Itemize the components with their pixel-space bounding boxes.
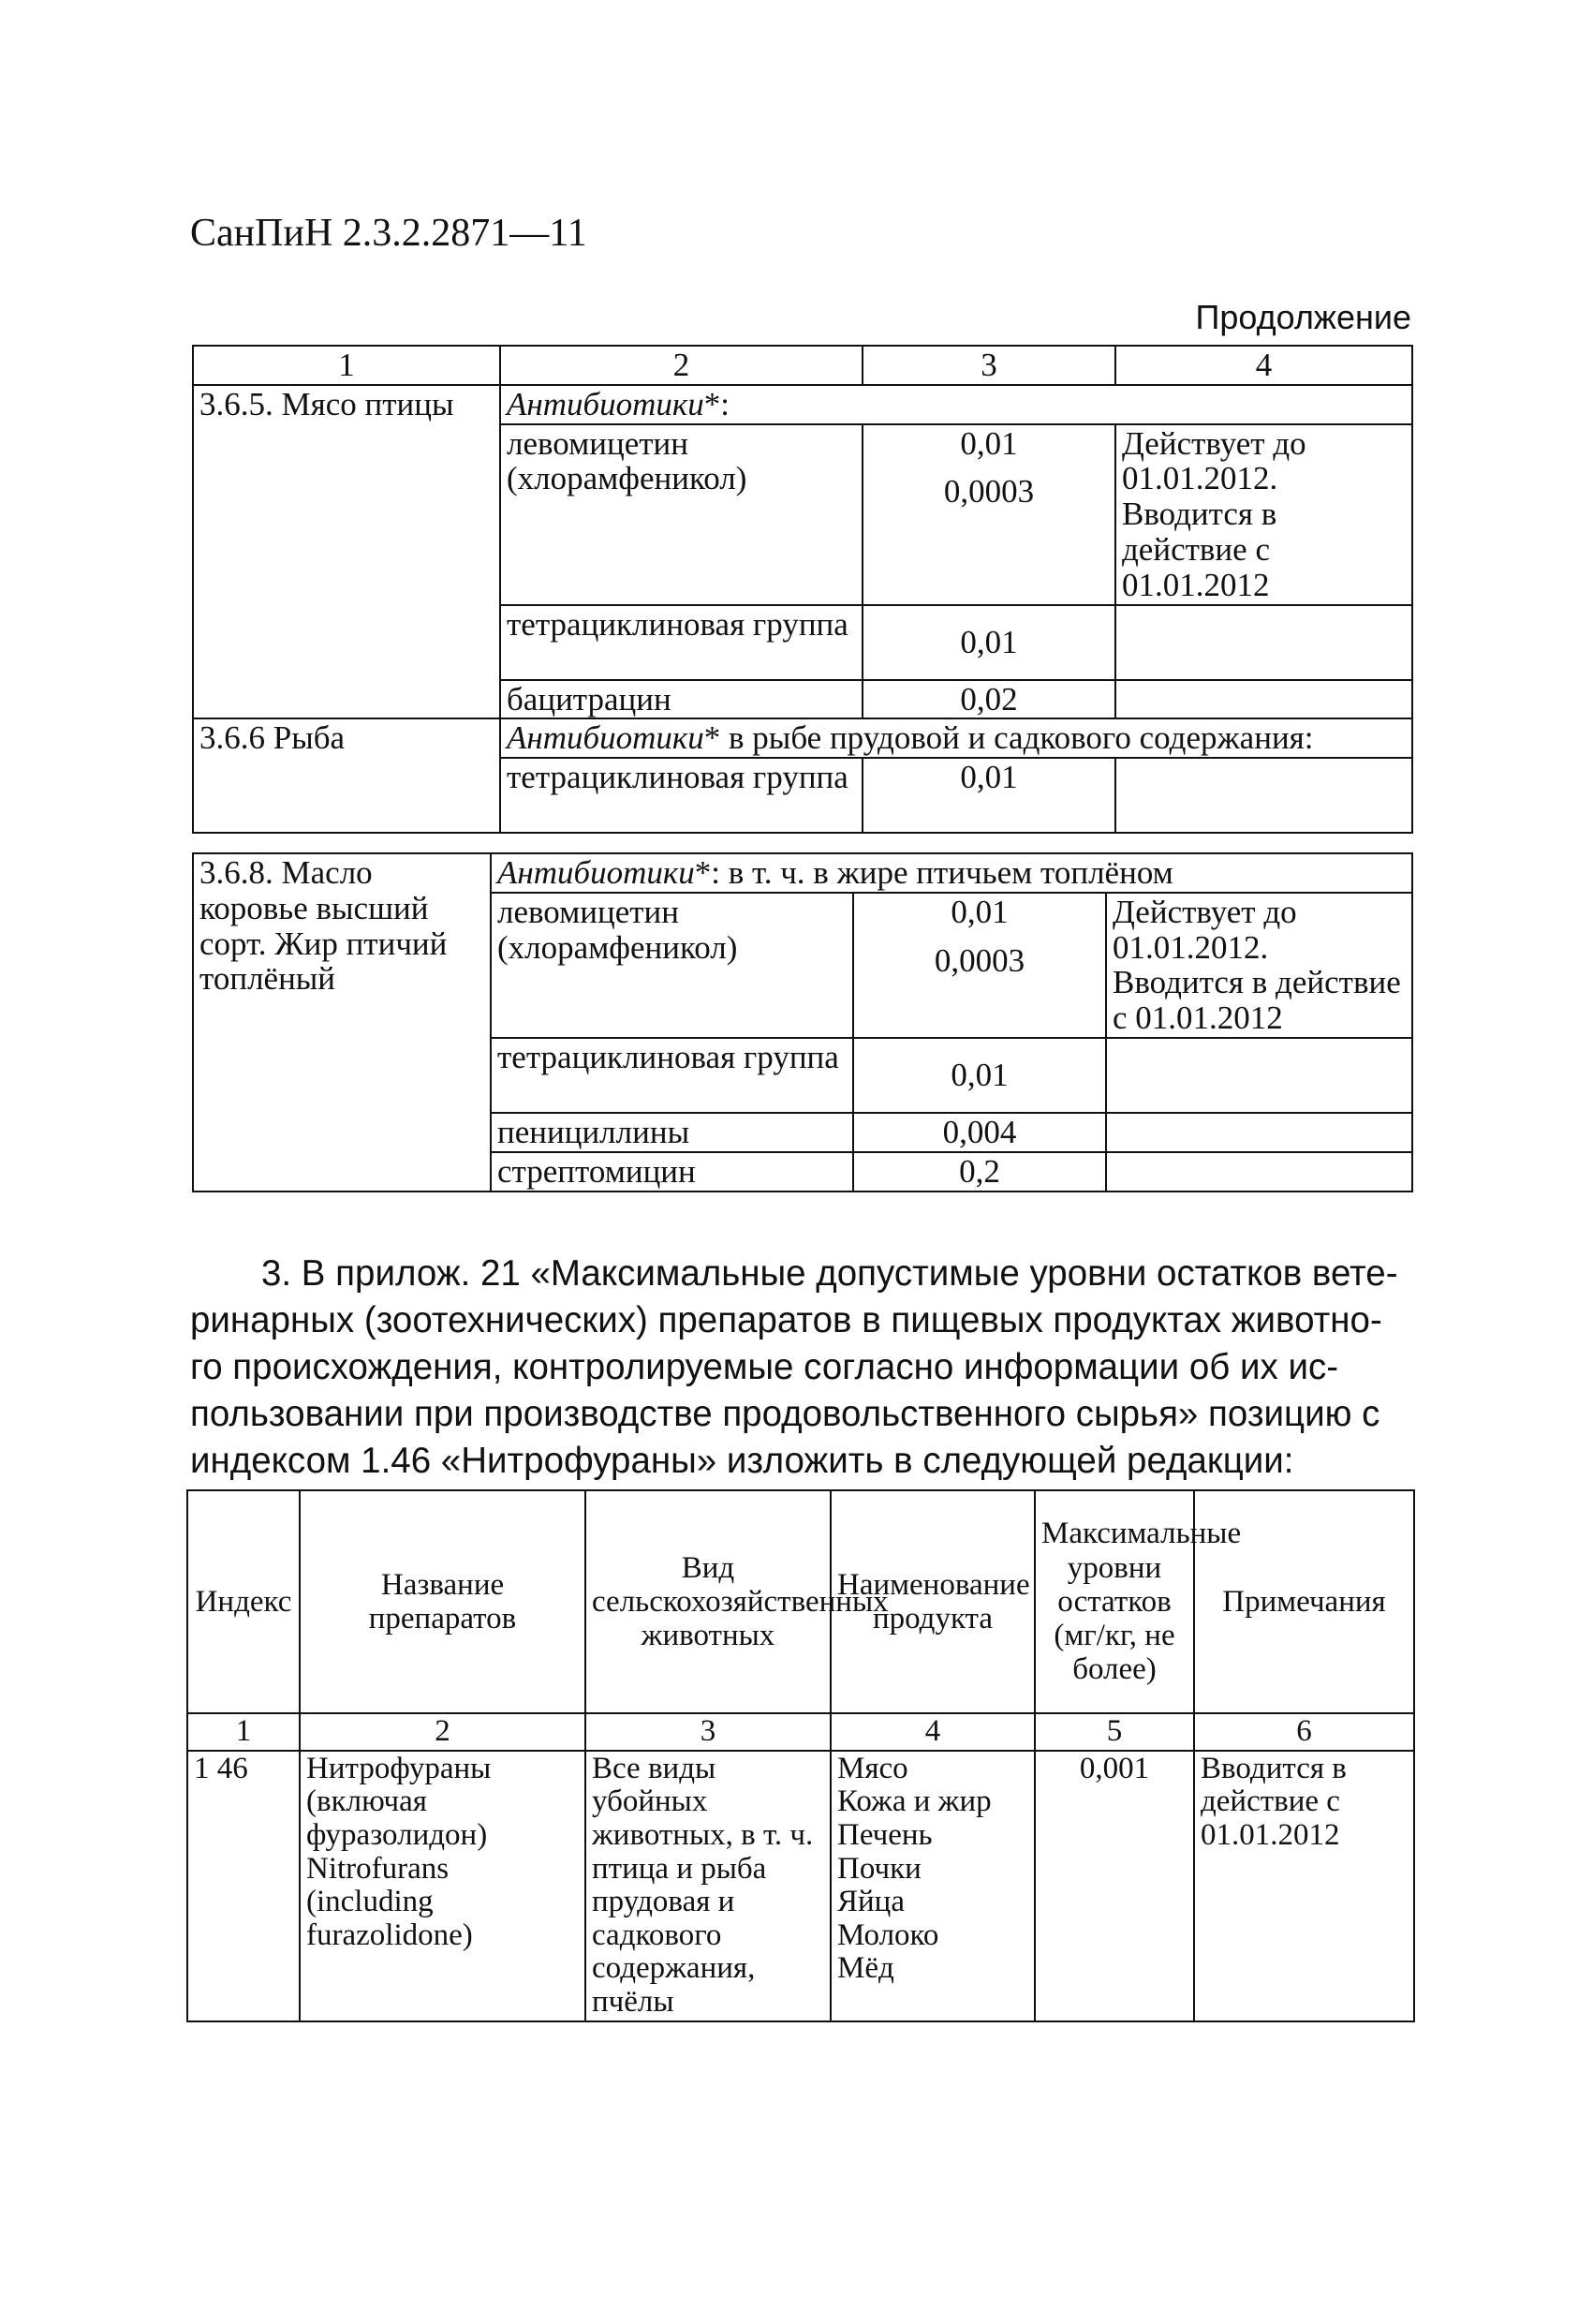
paragraph-line: го происхождения, контролируемые согласно информации об их ис- (190, 1347, 1339, 1387)
limit-value: 0,01 (951, 893, 1009, 930)
group-suffix: *: (703, 385, 730, 422)
limit-cell: 0,01 (863, 605, 1115, 680)
product-item: Мясо (837, 1751, 908, 1785)
max-level-cell: 0,001 (1035, 1751, 1194, 2021)
limit-value: 0,01 (960, 424, 1018, 462)
residue-table-butter-fat (192, 852, 1413, 1192)
column-number: 4 (1115, 346, 1412, 385)
limit-value-new: 0,0003 (943, 473, 1035, 511)
column-number: 3 (863, 346, 1115, 385)
group-cell (500, 385, 1412, 424)
product-cell: 3.6.5. Мясо птицы (193, 385, 500, 719)
column-number: 2 (500, 346, 863, 385)
group-label: Антибиотики (507, 719, 704, 757)
paragraph-line: пользовании при производстве продовольственного сырья» позицию с (190, 1394, 1380, 1434)
product-item: Почки (837, 1851, 922, 1886)
limit-cell (863, 424, 1115, 605)
substance-cell: стрептомицин (491, 1152, 853, 1192)
limit-value-new: 0,0003 (934, 941, 1025, 979)
product-item: Яйца (837, 1885, 905, 1919)
note-cell: Вводится в действие с 01.01.2012 (1194, 1751, 1414, 2021)
group-cell (491, 853, 1412, 893)
group-label: Антибиотики (507, 385, 704, 422)
product-item: Кожа и жир (837, 1784, 992, 1819)
product-cell: 3.6.6 Рыба (193, 718, 500, 833)
substance-cell: тетрациклиновая группа (500, 758, 863, 833)
continuation-label: Продолжение (1195, 298, 1411, 336)
document-code: СанПиН 2.3.2.2871—11 (190, 212, 587, 255)
note-cell (1106, 1152, 1412, 1192)
column-number: 5 (1035, 1713, 1194, 1751)
limit-cell: 0,004 (853, 1113, 1106, 1152)
substance-cell: левомицетин (хлорамфеникол) (500, 424, 863, 605)
product-cell: 3.6.8. Масло коровье высший сорт. Жир птичий топлёный (193, 853, 491, 1192)
substance-cell: тетрациклиновая группа (500, 605, 863, 680)
header-product-name: Наименование продукта (831, 1490, 1035, 1713)
table-row (193, 385, 1412, 424)
drug-cell: Нитрофураны (включая фуразолидон) Nitrofurans (including furazolidone) (300, 1751, 585, 2021)
header-max-level: Максимальные уровни остатков (мг/кг, не более) (1035, 1490, 1194, 1713)
note-cell: Действует до 01.01.2012. Вводится в действие с 01.01.2012 (1115, 424, 1412, 605)
paragraph-line: ринарных (зоотехнических) препаратов в пищевых продуктах животно- (190, 1300, 1382, 1340)
limit-cell: 0,2 (853, 1152, 1106, 1192)
substance-cell: левомицетин (хлорамфеникол) (491, 893, 853, 1038)
column-number: 1 (187, 1713, 300, 1751)
nitrofurans-table (186, 1489, 1415, 2022)
paragraph-line: индексом 1.46 «Нитрофураны» изложить в следующей редакции: (190, 1441, 1294, 1481)
header-animal-species: Вид сельскохозяйственных животных (585, 1490, 831, 1713)
products-cell (831, 1751, 1035, 2021)
header-drug-name: Название препаратов (300, 1490, 585, 1713)
note-cell (1106, 1038, 1412, 1113)
note-cell (1115, 605, 1412, 680)
note-cell (1115, 680, 1412, 719)
group-cell (500, 718, 1412, 758)
column-number: 2 (300, 1713, 585, 1751)
table-row (193, 853, 1412, 893)
column-number: 6 (1194, 1713, 1414, 1751)
amendment-paragraph (190, 1251, 1411, 1485)
residue-table-poultry-fish (192, 345, 1413, 834)
header-row (187, 1490, 1414, 1713)
substance-cell: пенициллины (491, 1113, 853, 1152)
note-cell (1115, 758, 1412, 833)
column-number-row (193, 346, 1412, 385)
table-row (193, 718, 1412, 758)
column-number: 3 (585, 1713, 831, 1751)
group-suffix: * в рыбе прудовой и садкового содержания: (703, 719, 1314, 757)
limit-cell: 0,01 (853, 1038, 1106, 1113)
product-item: Молоко (837, 1917, 939, 1952)
index-cell: 1 46 (187, 1751, 300, 2021)
product-item: Печень (837, 1817, 933, 1852)
limit-cell: 0,02 (863, 680, 1115, 719)
note-cell: Действует до 01.01.2012. Вводится в действие с 01.01.2012 (1106, 893, 1412, 1038)
column-number: 4 (831, 1713, 1035, 1751)
group-suffix: *: в т. ч. в жире птичьем топлёном (694, 854, 1173, 891)
limit-cell (853, 893, 1106, 1038)
note-cell (1106, 1113, 1412, 1152)
paragraph-line: 3. В прилож. 21 «Максимальные допустимые уровни остатков вете- (261, 1253, 1398, 1294)
limit-cell: 0,01 (863, 758, 1115, 833)
substance-cell: тетрациклиновая группа (491, 1038, 853, 1113)
column-number-row (187, 1713, 1414, 1751)
animals-cell: Все виды убойных животных, в т. ч. птица и рыба прудовая и садкового содержания, пчёлы (585, 1751, 831, 2021)
column-number: 1 (193, 346, 500, 385)
header-notes: Примечания (1194, 1490, 1414, 1713)
table-row (187, 1751, 1414, 2021)
group-label: Антибиотики (497, 854, 695, 891)
header-index: Индекс (187, 1490, 300, 1713)
product-item: Мёд (837, 1951, 894, 1986)
substance-cell: бацитрацин (500, 680, 863, 719)
